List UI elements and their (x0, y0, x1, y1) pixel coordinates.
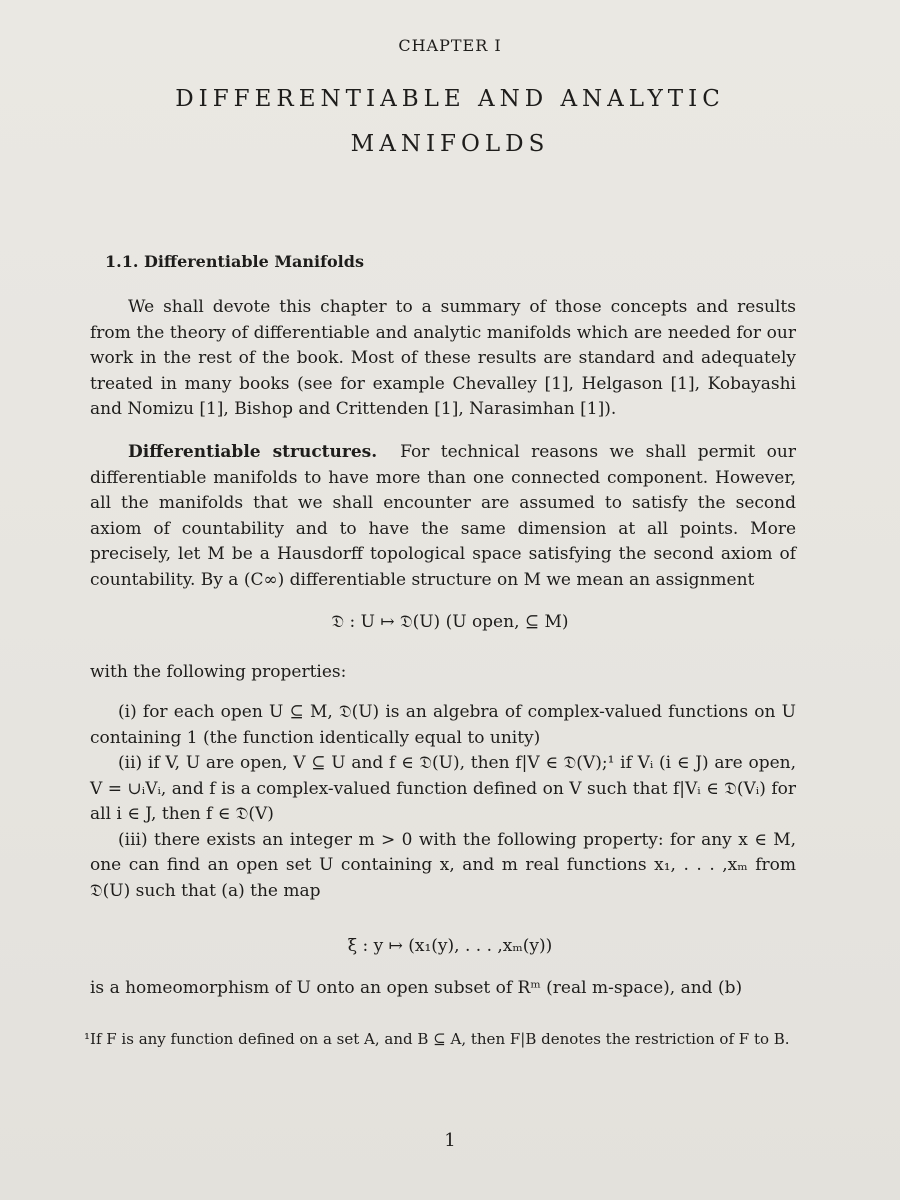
closing-line-block (90, 976, 796, 1002)
structures-lead: Differentiable structures. (128, 442, 378, 462)
properties-intro-block (90, 660, 796, 686)
page-number: 1 (444, 1130, 456, 1151)
property-item-3: (iii) there exists an integer m > 0 with the following property: for any x ∈ M, one can find an open set U containing x, and m real functions x₁, . . . ,xₘ from 𝔇(U) such that (a) the map (90, 829, 796, 901)
formula-map: ξ : y ↦ (x₁(y), . . . ,xₘ(y)) (347, 936, 553, 956)
intro-paragraph-block (90, 295, 796, 423)
structures-paragraph (90, 440, 796, 593)
chapter-title-line-1: DIFFERENTIABLE AND ANALYTIC (175, 86, 725, 112)
chapter-title-line-2: MANIFOLDS (350, 131, 550, 157)
intro-paragraph: We shall devote this chapter to a summary of those concepts and results from the theory of differentiable and analytic manifolds which are needed for our work in the rest of the book. Most of these results are standard and adequately treated in many books (see for example Chevalley [1], Helgason [1], Kobayashi and Nomizu [1], Bishop and Crittenden [1], Narasimhan [1]). (90, 297, 796, 419)
structures-text: For technical reasons we shall permit our differentiable manifolds to have more than one connected component. However, all the manifolds that we shall encounter are assumed to satisfy the second axiom of countability and to have the same dimension at all points. More precisely, let M be a Hausdorff topological space satisfying the second axiom of countability. By a (C∞) differentiable structure on M we mean an assignment (90, 442, 796, 590)
structures-paragraph-block (90, 440, 796, 593)
property-item-1: (i) for each open U ⊆ M, 𝔇(U) is an algebra of complex-valued functions on U containing 1 (the function identically equal to unity) (90, 702, 796, 748)
formula-assignment: 𝔇 : U ↦ 𝔇(U) (U open, ⊆ M) (331, 612, 569, 632)
property-item-2: (ii) if V, U are open, V ⊆ U and f ∈ 𝔇(U), then f|V ∈ 𝔇(V);¹ if Vᵢ (i ∈ J) are open, V = ∪ᵢVᵢ, and f is a complex-valued function defined on V such that f|Vᵢ ∈ 𝔇(Vᵢ) for all i ∈ J, then f ∈ 𝔇(V) (90, 753, 796, 824)
section-heading: 1.1. Differentiable Manifolds (105, 252, 364, 271)
closing-line: is a homeomorphism of U onto an open subset of Rᵐ (real m-space), and (b) (90, 978, 743, 998)
chapter-label: CHAPTER I (398, 36, 502, 55)
footnote-text: ¹If F is any function defined on a set A, and B ⊆ A, then F|B denotes the restriction of F to B. (84, 1030, 790, 1048)
properties-list (90, 700, 796, 904)
footnote (84, 1028, 806, 1050)
properties-intro: with the following properties: (90, 662, 347, 682)
